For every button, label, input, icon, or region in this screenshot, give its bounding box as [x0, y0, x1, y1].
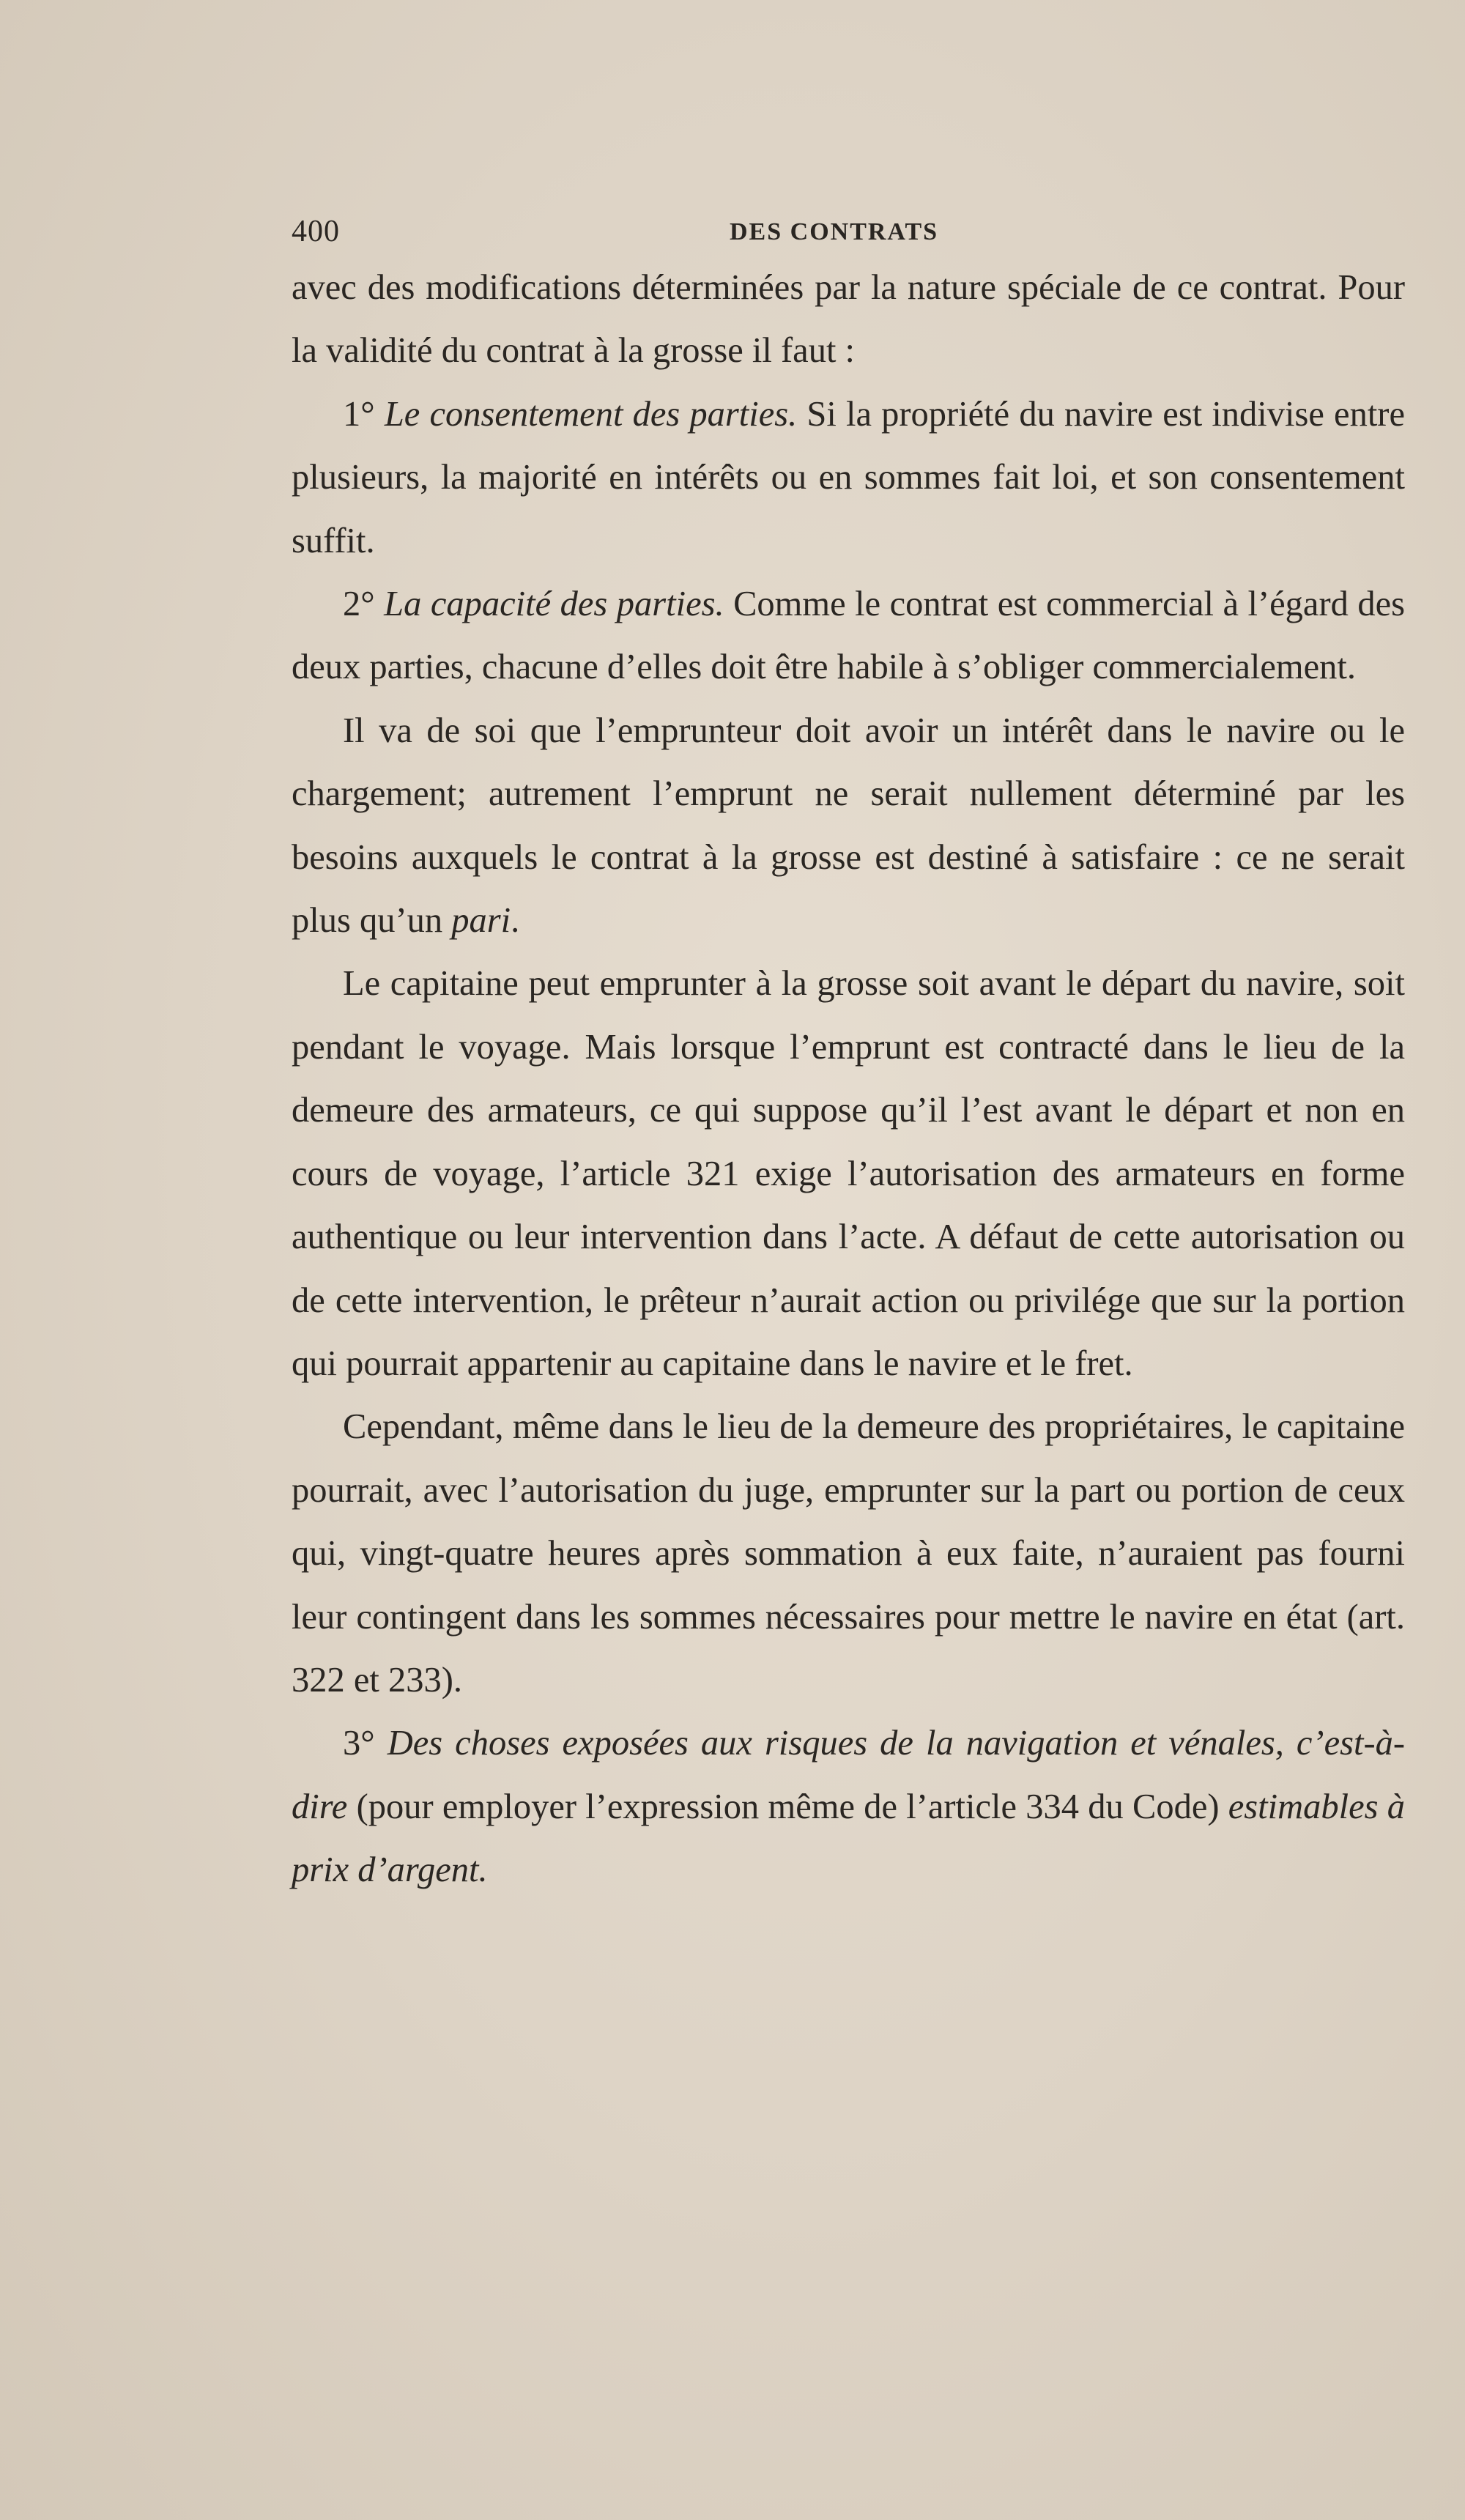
- paragraph-captain-text: Le capitaine peut emprunter à la grosse soit avant le départ du navire, soit pendant le voyage. Mais lorsque l’emprunt est contracté dans le lieu de la demeure des armateurs, ce qui suppose qu’il l’est avant le départ et non en cours de voyage, l’article 321 exige l’autorisation des armateurs en forme authentique ou leur intervention dans l’acte. A défaut de cette autorisation ou de cette intervention, le prêteur n’aurait action ou privilége que sur la portion qui pourrait appartenir au capitaine dans le navire et le fret.: [292, 964, 1405, 1383]
- running-head: [292, 214, 1405, 258]
- paragraph-however: [292, 1396, 1405, 1712]
- paragraph-captain: [292, 952, 1405, 1396]
- paragraph-item-1: [292, 383, 1405, 573]
- paragraph-item-3: [292, 1712, 1405, 1902]
- paragraph-interest-end: .: [511, 901, 520, 941]
- item-3-tail: estimables à prix d’argent.: [292, 1787, 1405, 1890]
- paragraph-interest-text: Il va de soi que l’emprunteur doit avoir un intérêt dans le navire ou le chargement; autrement l’emprunt ne serait nullement déterminé par les besoins auxquels le contrat à la grosse est destiné à satisfaire : ce ne serait plus qu’un: [292, 711, 1405, 941]
- paragraph-intro-text: avec des modifications déterminées par la nature spéciale de ce contrat. Pour la validité du contrat à la grosse il faut :: [292, 268, 1405, 371]
- paragraph-item-2: [292, 573, 1405, 700]
- page-number: 400: [292, 215, 340, 248]
- item-3-number: 3°: [343, 1724, 375, 1763]
- paragraph-intro: [292, 256, 1405, 383]
- paragraph-interest: [292, 700, 1405, 953]
- item-3-text: (pour employer l’expression même de l’article 334 du Code): [356, 1787, 1220, 1826]
- body-text: [292, 256, 1405, 1902]
- item-1-number: 1°: [343, 394, 375, 434]
- item-2-heading: La capacité des parties.: [384, 585, 724, 624]
- item-2-number: 2°: [343, 585, 375, 624]
- paragraph-however-text: Cependant, même dans le lieu de la demeure des propriétaires, le capitaine pourrait, avec l’autorisation du juge, emprunter sur la part ou portion de ceux qui, vingt-quatre heures après sommation à eux faite, n’auraient pas fourni leur contingent dans les sommes nécessaires pour mettre le navire en état (art. 322 et 233).: [292, 1407, 1405, 1700]
- paragraph-interest-italic: pari: [451, 901, 511, 941]
- item-2-text: Comme le contrat est commercial à l’égard des deux parties, chacune d’elles doit être habile à s’obliger commercialement.: [292, 585, 1405, 687]
- item-1-text: Si la propriété du navire est indivise entre plusieurs, la majorité en intérêts ou en sommes fait loi, et son consentement suffit.: [292, 394, 1405, 560]
- item-3-heading: Des choses exposées aux risques de la navigation et vénales, c’est-à-dire: [292, 1724, 1405, 1826]
- running-title: DES CONTRATS: [730, 218, 939, 245]
- item-1-heading: Le consentement des parties.: [384, 394, 798, 434]
